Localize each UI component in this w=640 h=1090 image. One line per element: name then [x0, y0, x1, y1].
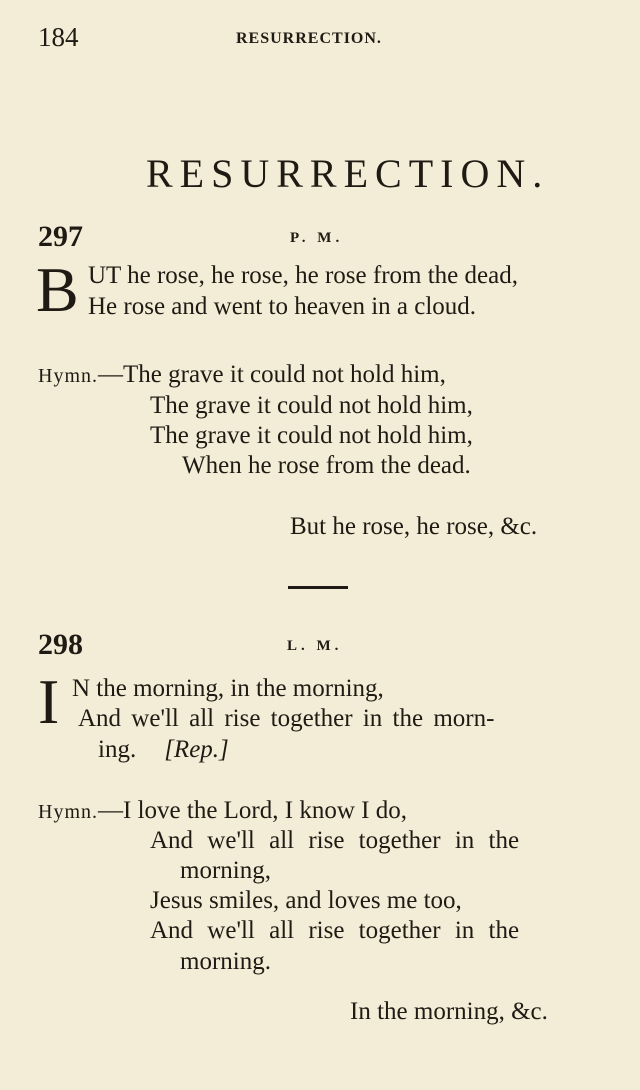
- verse-line: N the morning, in the morning,: [72, 675, 384, 702]
- verse-line: And we'll all rise together in the: [150, 917, 520, 944]
- chorus-label: Hymn.: [38, 801, 98, 823]
- section-divider: [288, 586, 348, 589]
- verse-line: The grave it could not hold him,: [150, 392, 473, 419]
- hymn-number-298: 298: [38, 628, 83, 661]
- section-title: RESURRECTION.: [146, 151, 550, 196]
- chorus-label: Hymn.: [38, 365, 98, 387]
- repeat-mark: [Rep.]: [164, 736, 229, 763]
- verse-line: And we'll all rise together in the morn-: [78, 705, 495, 732]
- drop-cap-297: B: [36, 254, 79, 325]
- verse-line: UT he rose, he rose, he rose from the dead,: [88, 262, 518, 289]
- hymn-meter-298: L. M.: [287, 638, 343, 654]
- refrain-line: In the morning, &c.: [350, 998, 548, 1025]
- refrain-line: But he rose, he rose, &c.: [290, 513, 538, 540]
- verse-line: Jesus smiles, and loves me too,: [150, 887, 462, 914]
- page-number: 184: [38, 22, 79, 52]
- verse-line: —I love the Lord, I know I do,: [98, 797, 407, 824]
- verse-line: —The grave it could not hold him,: [98, 361, 446, 388]
- verse-line: morning.: [180, 948, 271, 975]
- chorus-first-line: [38, 797, 407, 825]
- drop-cap-298: I: [38, 666, 60, 737]
- verse-line: And we'll all rise together in the: [150, 827, 520, 854]
- verse-line: The grave it could not hold him,: [150, 422, 473, 449]
- verse-line: ing.: [98, 736, 137, 763]
- running-title: RESURRECTION.: [236, 30, 382, 47]
- verse-line: He rose and went to heaven in a cloud.: [88, 293, 477, 320]
- verse-line: When he rose from the dead.: [182, 452, 471, 479]
- hymn-number-297: 297: [38, 220, 83, 253]
- verse-line: morning,: [180, 857, 271, 884]
- chorus-first-line: [38, 361, 446, 389]
- hymn-meter-297: P. M.: [290, 230, 344, 246]
- verse-line-with-rep: [98, 736, 229, 764]
